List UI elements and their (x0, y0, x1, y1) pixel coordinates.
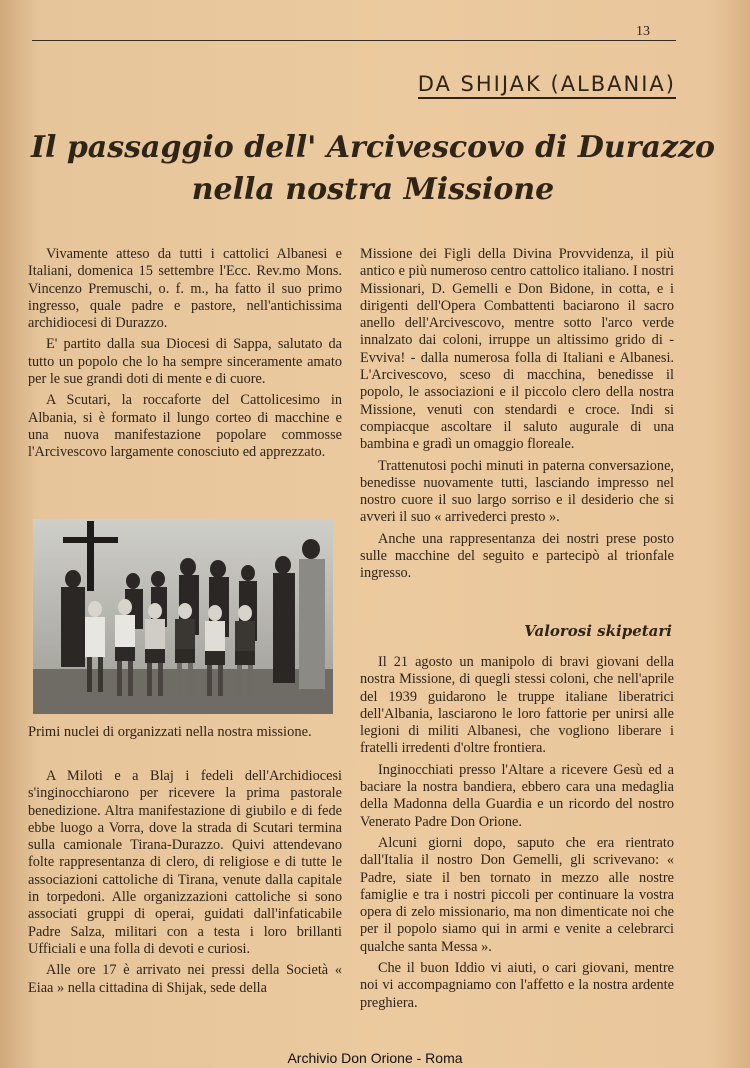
paragraph: Vivamente atteso da tutti i cattolici Albanesi e Italiani, domenica 15 settembre l'Ecc. Rev.mo Mons. Vincenzo Premuschi, o. f. m., ha fatto il suo primo ingresso, quale padre e pastore, nell'antichissima archidiocesi di Durazzo. (28, 246, 342, 332)
paragraph: Anche una rappresentanza dei nostri prese posto sulle macchine del seguito e partecipò al trionfale ingresso. (360, 530, 674, 582)
right-column-bottom (360, 654, 674, 1016)
right-column-top (360, 246, 674, 587)
paragraph: A Scutari, la roccaforte del Cattolicesimo in Albania, si è formato il lungo corteo di macchine e una nuova manifestazione popolare commosse l'Arcivescovo largamente conosciuto ed apprezzato. (28, 392, 342, 461)
paragraph: A Miloti e a Blaj i fedeli dell'Archidiocesi s'inginocchiarono per ricevere la prima pastorale benedizione. Altra manifestazione di giubilo e di fede ebbe luogo a Vorra, dove la strada di Scutari termina sulla camionale Tirana-Durazzo. Quivi attendevano folte rappresentanza di clero, di religiose e di tutte le associazioni cattoliche di Tirana, venute dalla capitale in torpedoni. Alle organizzazioni cattoliche si sono associati gruppi di operai, guidati dall'infaticabile Padre Salza, militari con a testa i loro brillanti Ufficiali e una folla di devoti e curiosi. (28, 768, 342, 957)
paragraph: E' partito dalla sua Diocesi di Sappa, salutato da tutto un popolo che lo ha sempre sinceramente amato per le sue grandi doti di mente e di cuore. (28, 336, 342, 388)
subheading: Valorosi skipetari (524, 622, 672, 640)
group-photo (33, 519, 333, 714)
page-number: 13 (636, 24, 650, 39)
paragraph: Trattenutosi pochi minuti in paterna conversazione, benedisse nuovamente tutti, lasciando impresso nel nostro cuore il suo largo sorriso e il desiderio che si avveri il suo « arrivederci presto ». (360, 457, 674, 526)
paragraph: Inginocchiati presso l'Altare a ricevere Gesù ed a baciare la nostra bandiera, ebbero cara una medaglia della Madonna della Guardia e un ricordo del nostro Venerato Padre Don Orione. (360, 761, 674, 830)
paragraph: Alcuni giorni dopo, saputo che era rientrato dall'Italia il nostro Don Gemelli, gli scrivevano: « Padre, siate il ben tornato in mezzo alle nostre famiglie e tra i nostri piccoli per continuare la vostra opera di zelo missionario, ma non dimenticate noi che per il popolo siamo qui in armi e venite a celebrarci qualche santa Messa ». (360, 834, 674, 955)
section-header: DA SHIJAK (ALBANIA) (418, 72, 676, 99)
paragraph: Missione dei Figli della Divina Provvidenza, il più antico e più numeroso centro cattolico italiano. I nostri Missionari, D. Gemelli e Don Bidone, in cotta, e i dirigenti dell'Opera Combattenti baciarono il sacro anello dell'Arcivescovo, mentre sotto l'arco verde innalzato dai coloni, irruppe un altissimo grido di - Evviva! - dalla numerosa folla di Italiani e Albanesi. L'Arcivescovo, sceso di macchina, benedisse il popolo, le associazioni e il piccolo clero della nostra Missione, venuti con stendardi e croce. Indi si compiacque ascoltare il saluto augurale di una bambina e gradì un omaggio floreale. (360, 246, 674, 453)
left-column-bottom (28, 768, 342, 1001)
header-rule (32, 40, 676, 41)
left-column-top (28, 246, 342, 466)
photo-image (33, 519, 333, 714)
article-title-line-2: nella nostra Missione (191, 172, 555, 207)
paragraph: Alle ore 17 è arrivato nei pressi della Società « Eiaa » nella cittadina di Shijak, sede della (28, 962, 342, 996)
archive-footer: Archivio Don Orione - Roma (287, 1050, 463, 1066)
article-title-line-1: Il passaggio dell' Arcivescovo di Durazzo (30, 130, 716, 165)
paragraph: Che il buon Iddio vi aiuti, o cari giovani, mentre noi vi accompagniamo con l'affetto e la nostra ardente preghiera. (360, 960, 674, 1011)
paragraph: Il 21 agosto un manipolo di bravi giovani della nostra Missione, di quegli stessi coloni, che nell'aprile del 1939 guidarono le truppe italiane liberatrici dell'Albania, lasciarono le loro fattorie per unirsi alle legioni di militi Albanesi, che vogliono liberare i fratelli irredenti d'oltre frontiera. (360, 654, 674, 757)
photo-caption: Primi nuclei di organizzati nella nostra missione. (28, 724, 312, 740)
